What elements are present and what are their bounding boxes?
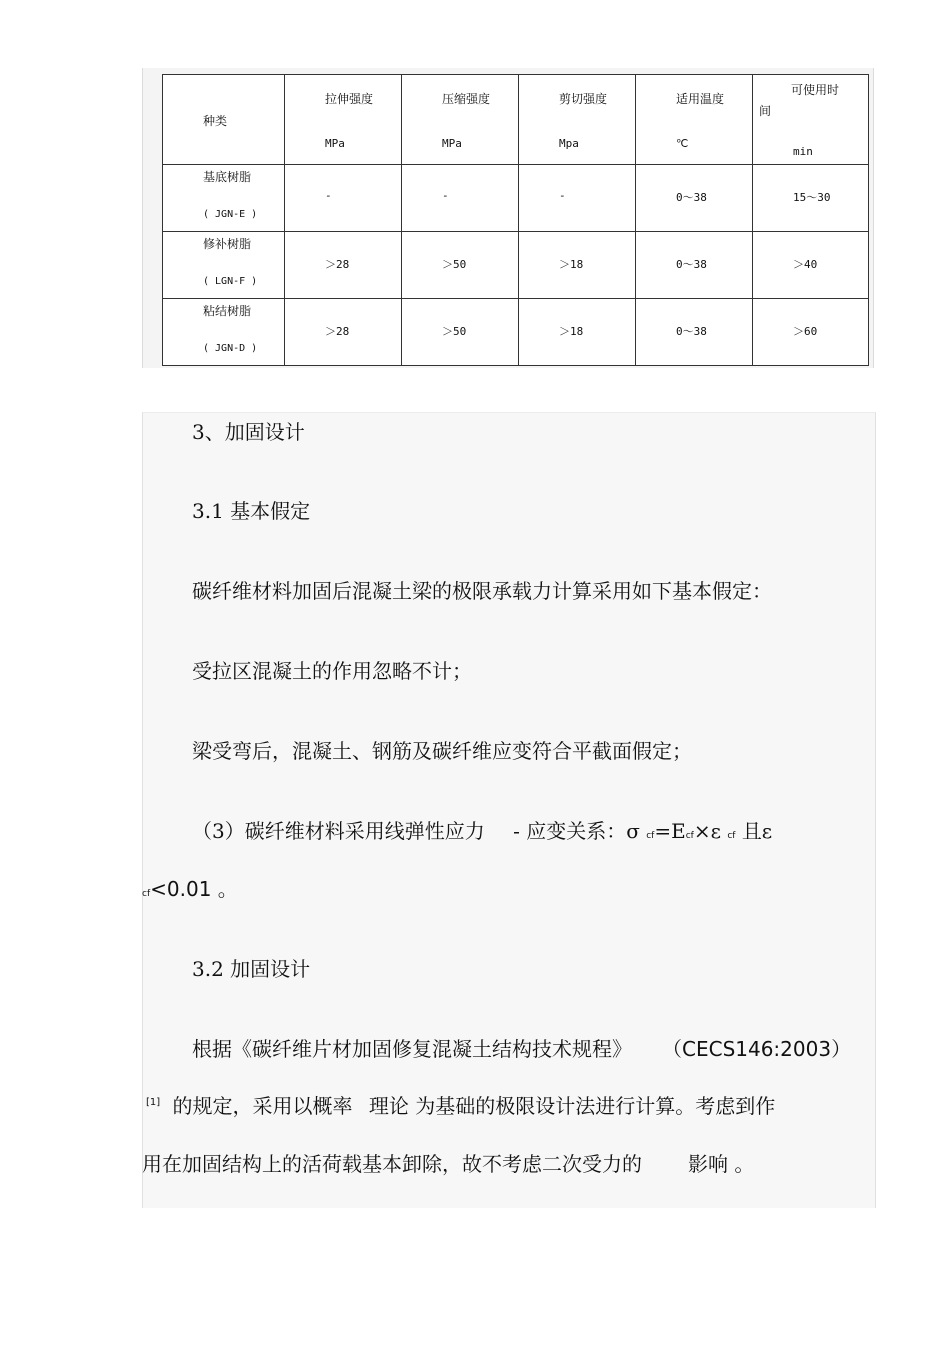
formula-part: =E [654,819,686,843]
cell-value: - [559,189,566,202]
formula-part: ×ε [693,819,721,843]
design-text: 根据《碳纤维片材加固修复混凝土结构技术规程》 [192,1037,632,1061]
header-compress [402,75,519,165]
row-name: 粘结树脂 [203,304,252,318]
header-tensile [285,75,402,165]
subscript-cf: cf [685,831,694,841]
cell-tensile [285,299,402,366]
design-text: 理论 为基础的极限设计法进行计算。考虑到作 [368,1094,776,1118]
section-heading-3: 3、加固设计 [192,420,305,444]
assumption-3-relation: - 应变关系：σ [513,819,640,843]
subscript-cf: cf [727,831,736,841]
cell-value: ＞50 [442,258,467,271]
header-tensile-label: 拉伸强度 [325,92,374,106]
cell-compress [402,299,519,366]
header-shear-label: 剪切强度 [559,92,608,106]
paragraph-assumption-3 [192,815,772,844]
cell-value: 0～38 [676,325,707,338]
cell-time [753,165,869,232]
paragraph-assumption-1: 受拉区混凝土的作用忽略不计； [192,659,472,683]
cell-value: ＞50 [442,325,467,338]
cell-temp [636,232,753,299]
cell-tensile [285,165,402,232]
header-kind-label: 种类 [203,114,228,128]
row-code: ( JGN-D ) [203,343,258,354]
row-name: 基底树脂 [203,170,252,184]
cell-value: ＞60 [793,325,818,338]
row-kind [163,299,285,366]
cell-temp [636,299,753,366]
design-text: 用在加固结构上的活荷载基本卸除，故不考虑二次受力的 [142,1152,642,1176]
cell-time [753,299,869,366]
header-temp-unit: ℃ [676,137,689,150]
header-kind [163,75,285,165]
header-tensile-unit: MPa [325,137,345,150]
cell-value: ＞18 [559,325,584,338]
paragraph-design-line2 [146,1090,775,1119]
header-shear [519,75,636,165]
header-time [753,75,869,165]
header-compress-unit: MPa [442,137,462,150]
header-temp-label: 适用温度 [676,92,725,106]
header-shear-unit: Mpa [559,137,579,150]
paragraph-assumption-2: 梁受弯后，混凝土、钢筋及碳纤维应变符合平截面假定； [192,739,692,763]
cell-time [753,232,869,299]
section-heading-3-2: 3.2 加固设计 [192,957,311,981]
paragraph-assumptions-intro: 碳纤维材料加固后混凝土梁的极限承载力计算采用如下基本假定： [192,579,772,603]
subscript-cf: cf [142,889,151,899]
cell-shear [519,232,636,299]
resin-properties-table [162,74,869,366]
table-row [163,165,869,232]
cell-value: ＞28 [325,325,350,338]
cell-shear [519,165,636,232]
formula-part: 且ε [741,819,773,843]
cell-value: - [325,189,332,202]
design-text: 的规定，采用以概率 [172,1094,353,1118]
design-text: 影响 。 [688,1152,755,1176]
cell-value: ＞40 [793,258,818,271]
row-kind [163,165,285,232]
header-temp [636,75,753,165]
section-heading-3-1: 3.1 基本假定 [192,499,311,523]
header-compress-label: 压缩强度 [442,92,491,106]
text-panel [142,412,876,1208]
paragraph-design-line1 [192,1033,851,1062]
paragraph-design-line3 [142,1148,754,1177]
cell-shear [519,299,636,366]
cell-value: 15～30 [793,191,831,204]
citation-ref: [1] [146,1097,161,1108]
table-row [163,232,869,299]
header-time-unit: min [793,145,813,158]
table-row [163,299,869,366]
subscript-cf: cf [646,831,655,841]
formula-limit: <0.01 。 [150,877,238,901]
header-time-label: 可使用时 [791,83,840,97]
cell-tensile [285,232,402,299]
cell-temp [636,165,753,232]
header-time-label-cont: 间 [759,104,772,118]
cell-value: 0～38 [676,258,707,271]
cell-compress [402,165,519,232]
cell-value: - [442,189,449,202]
paragraph-assumption-3-cont [142,873,238,902]
assumption-3-text: （3）碳纤维材料采用线弹性应力 [192,819,485,843]
table-header-row [163,75,869,165]
row-code: ( LGN-F ) [203,276,258,287]
cell-value: ＞18 [559,258,584,271]
cell-value: 0～38 [676,191,707,204]
row-name: 修补树脂 [203,237,252,251]
row-kind [163,232,285,299]
cell-value: ＞28 [325,258,350,271]
code-reference: （CECS146:2003） [662,1037,852,1061]
row-code: ( JGN-E ) [203,209,258,220]
cell-compress [402,232,519,299]
